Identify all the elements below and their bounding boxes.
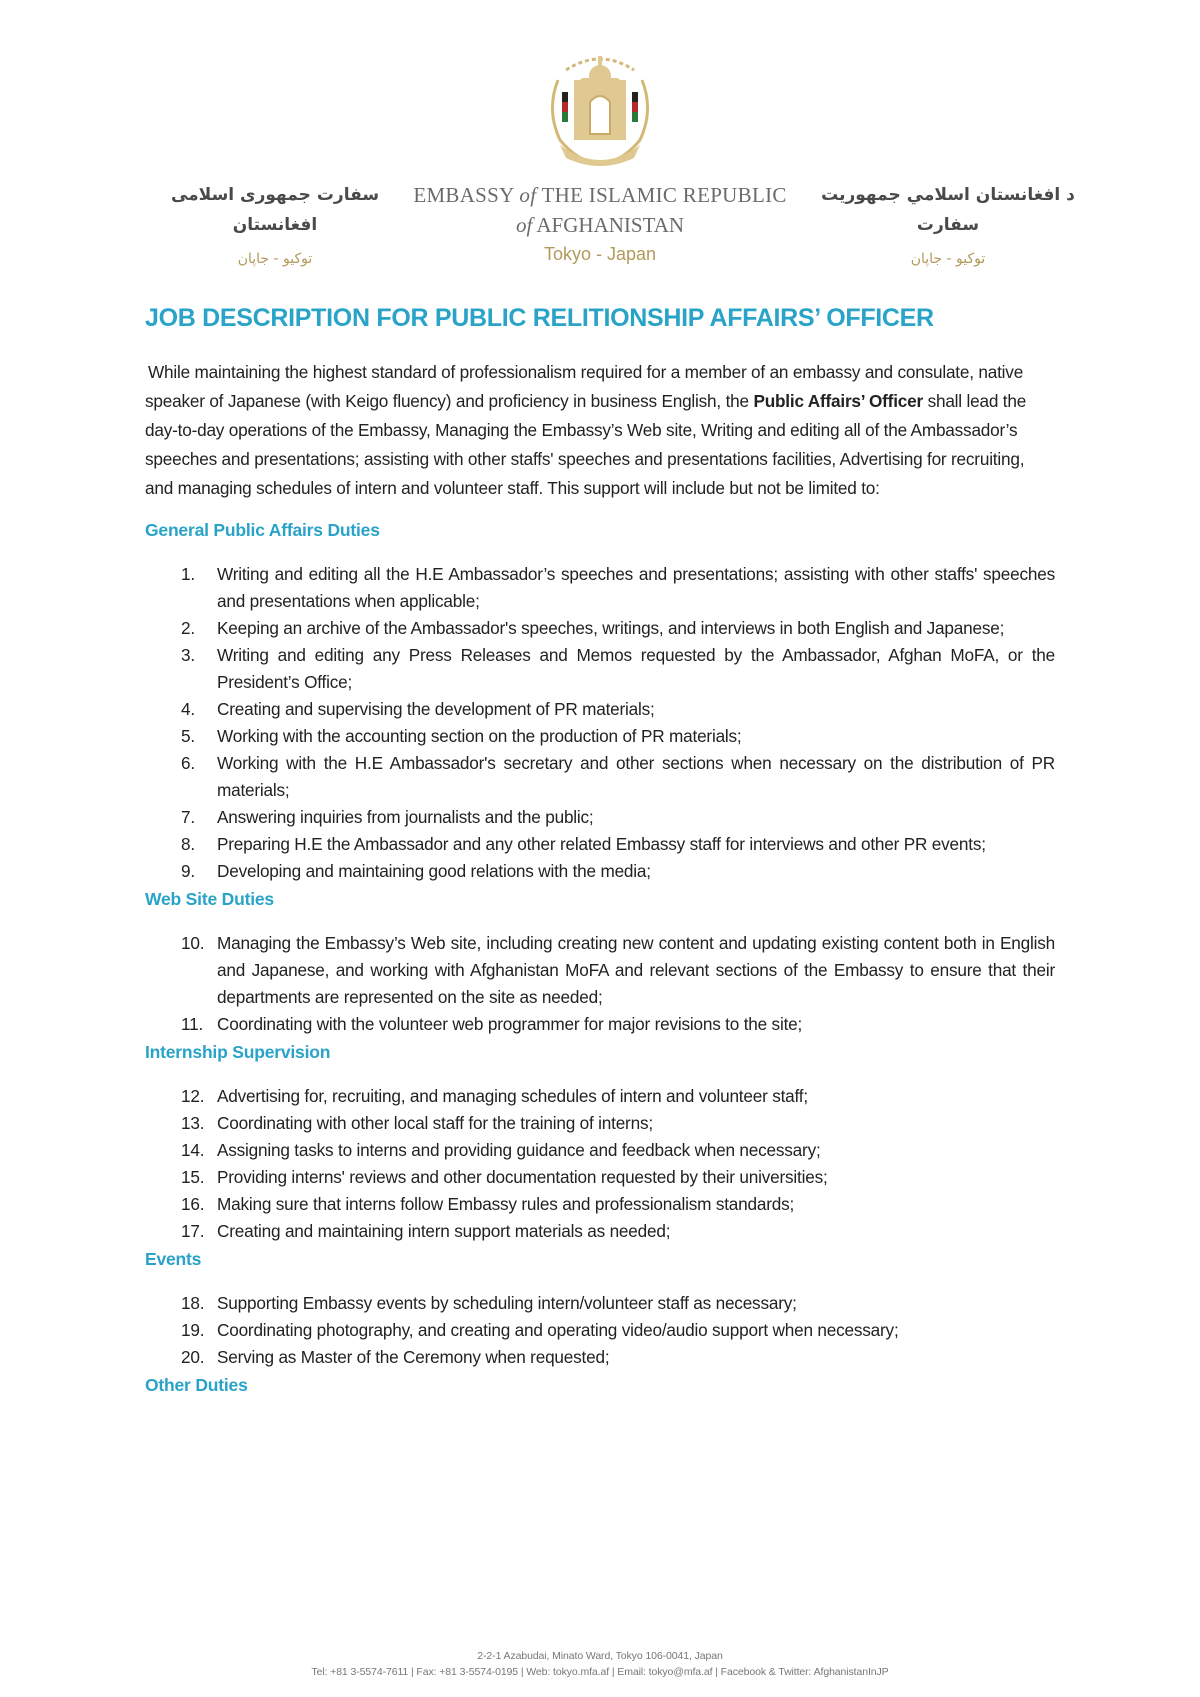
document-title: JOB DESCRIPTION FOR PUBLIC RELITIONSHIP AFFAIRS’ OFFICER <box>145 304 934 332</box>
dari-embassy-title: سفارت جمهوری اسلامی افغانستان <box>170 185 380 235</box>
list-item: 7. Answering inquiries from journalists and the public; <box>181 807 594 827</box>
general-duties-list <box>145 561 1055 885</box>
list-item: 17. Creating and maintaining intern support materials as needed; <box>181 1221 671 1241</box>
pashto-letterhead <box>808 180 1088 274</box>
list-item: 5. Working with the accounting section on the production of PR materials; <box>181 726 742 746</box>
list-item: 14. Assigning tasks to interns and providing guidance and feedback when necessary; <box>181 1140 821 1160</box>
section-heading-general: General Public Affairs Duties <box>145 520 380 540</box>
intro-paragraph: While maintaining the highest standard of professionalism required for a member of an embassy and consulate, native speaker of Japanese (with Keigo fluency) and proficiency in business English, the Public Affairs’ Officer shall lead the day-to-day operations of the Embassy, Managing the Embassy’s Web site, Writing and editing all of the Ambassador’s speeches and presentations; assisting with other staffs' speeches and presentations facilities, Advertising for recruiting, and managing schedules of intern and volunteer staff. This support will include but not be limited to: <box>145 362 1027 498</box>
coat-of-arms-emblem-icon <box>538 40 662 170</box>
embassy-city: Tokyo - Japan <box>543 244 657 264</box>
list-item: 16. Making sure that interns follow Embassy rules and professionalism standards; <box>181 1194 795 1214</box>
embassy-name-line1: EMBASSY of THE ISLAMIC REPUBLIC <box>413 183 787 207</box>
section-heading-other: Other Duties <box>145 1375 248 1395</box>
list-item: 15. Providing interns' reviews and other documentation requested by their universities; <box>181 1167 828 1187</box>
list-item: 3. Writing and editing any Press Releases and Memos requested by the Ambassador, Afghan MoFA, or the President’s Office; <box>181 645 1055 692</box>
list-item: 19. Coordinating photography, and creating and operating video/audio support when necessary; <box>181 1320 899 1340</box>
section-heading-internship: Internship Supervision <box>145 1042 331 1062</box>
page-footer <box>0 1648 1200 1680</box>
pashto-embassy-title: د افغانستان اسلامي جمهوريت سفارت <box>821 185 1075 235</box>
role-name: Public Affairs’ Officer <box>753 391 923 411</box>
document-body <box>145 300 1055 1399</box>
list-item: 2. Keeping an archive of the Ambassador's speeches, writings, and interviews in both English and Japanese; <box>181 618 1005 638</box>
footer-address: 2-2-1 Azabudai, Minato Ward, Tokyo 106-0041, Japan <box>477 1650 723 1662</box>
list-item: 10. Managing the Embassy’s Web site, including creating new content and updating existing content both in English and Japanese, and working with Afghanistan MoFA and relevant sections of the Embassy to ensure that their departments are represented on the site as needed; <box>181 933 1055 1007</box>
footer-contacts: Tel: +81 3-5574-7611 | Fax: +81 3-5574-0195 | Web: tokyo.mfa.af | Email: tokyo@mfa.af | Facebook & Twitter: AfghanistanInJP <box>311 1666 889 1678</box>
list-item: 4. Creating and supervising the development of PR materials; <box>181 699 655 719</box>
dari-city: توکیو - جاپان <box>237 251 313 267</box>
list-item: 18. Supporting Embassy events by scheduling intern/volunteer staff as necessary; <box>181 1293 797 1313</box>
website-duties-list <box>145 930 1055 1038</box>
pashto-city: توکیو - جاپان <box>910 251 986 267</box>
embassy-name-line2: of AFGHANISTAN <box>515 213 685 237</box>
english-letterhead <box>380 180 820 268</box>
letterhead <box>0 0 1200 270</box>
section-heading-events: Events <box>145 1249 202 1269</box>
list-item: 8. Preparing H.E the Ambassador and any other related Embassy staff for interviews and other PR events; <box>181 834 986 854</box>
list-item: 11. Coordinating with the volunteer web programmer for major revisions to the site; <box>181 1014 803 1034</box>
dari-letterhead <box>135 180 415 274</box>
list-item: 13. Coordinating with other local staff for the training of interns; <box>181 1113 653 1133</box>
list-item: 9. Developing and maintaining good relations with the media; <box>181 861 651 881</box>
list-item: 20. Serving as Master of the Ceremony when requested; <box>181 1347 610 1367</box>
list-item: 6. Working with the H.E Ambassador's secretary and other sections when necessary on the distribution of PR materials; <box>181 753 1055 800</box>
section-heading-website: Web Site Duties <box>145 889 274 909</box>
list-item: 12. Advertising for, recruiting, and managing schedules of intern and volunteer staff; <box>181 1086 808 1106</box>
events-duties-list <box>145 1290 1055 1371</box>
internship-duties-list <box>145 1083 1055 1245</box>
list-item: 1. Writing and editing all the H.E Ambassador’s speeches and presentations; assisting with other staffs' speeches and presentations when applicable; <box>181 564 1055 611</box>
